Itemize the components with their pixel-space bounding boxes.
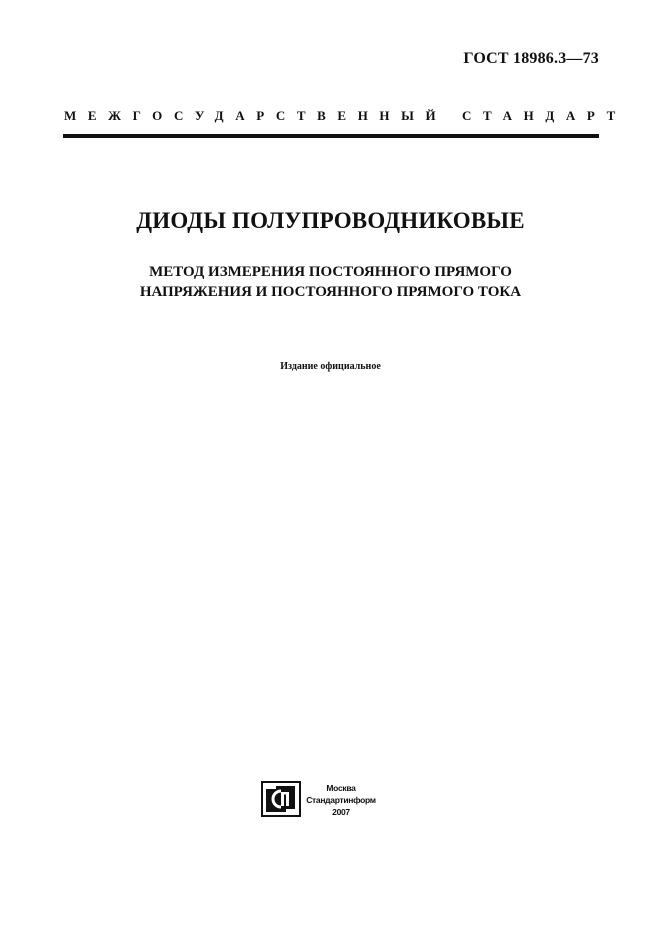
publisher-city: Москва: [326, 783, 356, 793]
subtitle-line-1: МЕТОД ИЗМЕРЕНИЯ ПОСТОЯННОГО ПРЯМОГО: [149, 264, 512, 280]
header-divider: [63, 134, 599, 138]
subtitle-line-2: НАПРЯЖЕНИЯ И ПОСТОЯННОГО ПРЯМОГО ТОКА: [139, 284, 522, 300]
document-subtitle: [0, 262, 661, 302]
publisher-name: Стандартинформ: [306, 795, 376, 805]
standard-number: ГОСТ 18986.3—73: [463, 50, 599, 67]
edition-note: Издание официальное: [280, 361, 381, 372]
document-title: ДИОДЫ ПОЛУПРОВОДНИКОВЫЕ: [136, 208, 525, 233]
standartinform-logo-icon: [261, 781, 301, 817]
publisher-imprint: [303, 782, 379, 818]
standard-category-heading: МЕЖГОСУДАРСТВЕННЫЙ СТАНДАРТ: [64, 108, 627, 123]
publication-year: 2007: [332, 807, 350, 817]
